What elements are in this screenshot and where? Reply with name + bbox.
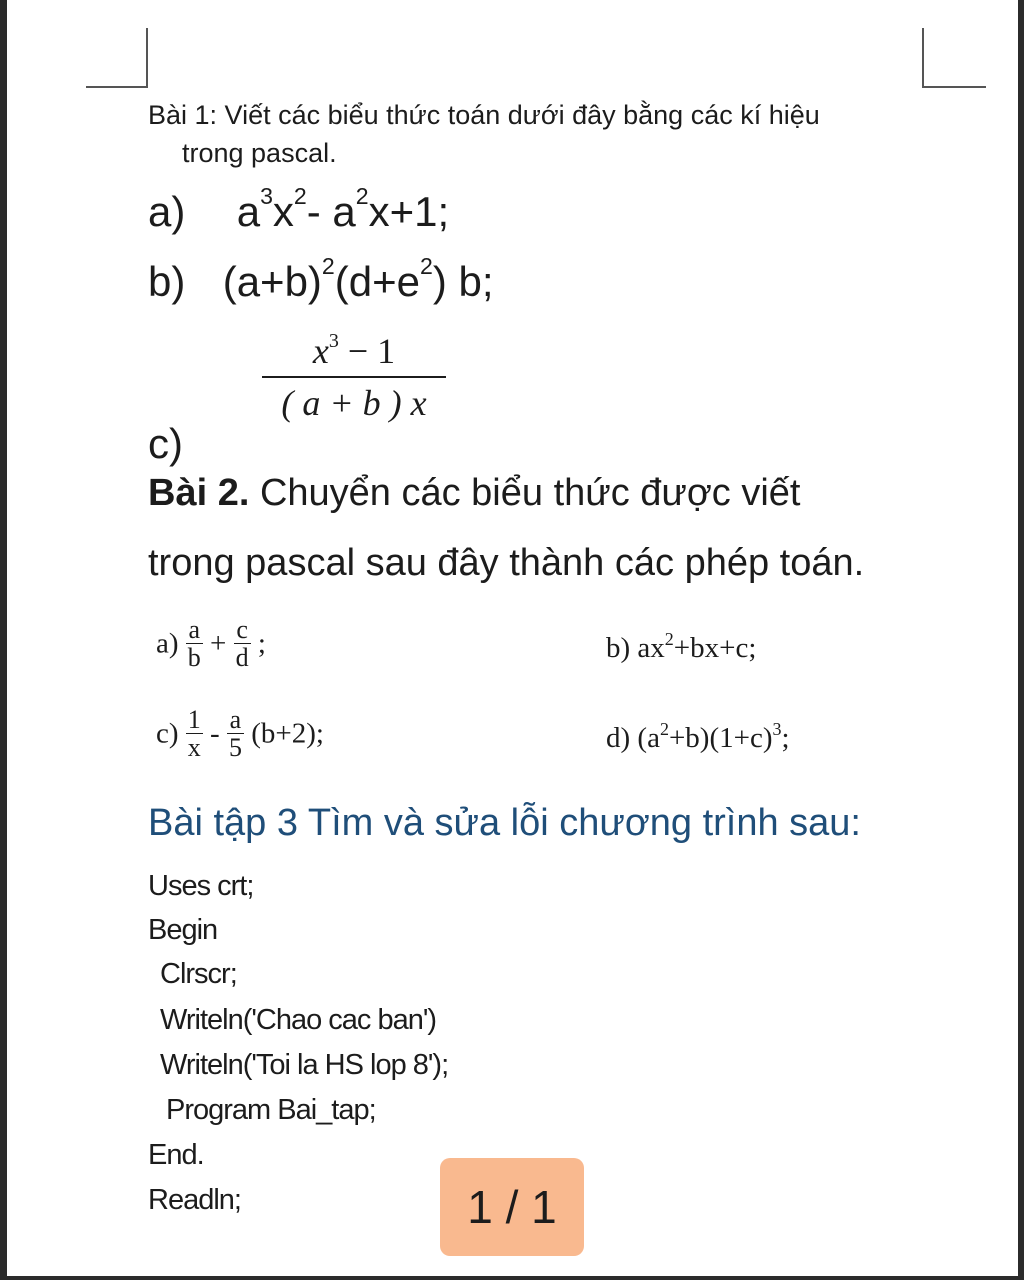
bai2-c-fraction-1: $\frac{1}{x}$	[187, 705, 201, 763]
bai3-title: Bài tập 3 Tìm và sửa lỗi chương trình sau:	[148, 802, 861, 844]
bai2-b-label: b)	[606, 632, 631, 664]
bai1-a-expression: $a^3x^2-$ $a^2x+1$;	[236, 183, 450, 235]
bai1-title-line1: Bài 1: Viết các biểu thức toán dưới đây bằng các kí hiệu	[148, 100, 820, 130]
bai1-b-expression: $(a+b)^2(d+e^2)$ b;	[222, 253, 494, 305]
right-border	[1018, 0, 1024, 1280]
bai2-a-fraction-1: $\frac{a}{b}$	[187, 615, 201, 673]
bai1-c-fraction	[262, 330, 446, 424]
bai2-item-c: c) $\frac{1}{x}$ - $\frac{a}{5}$ (b+2);	[156, 705, 324, 763]
bai2-c-fraction-2: $\frac{a}{5}$	[228, 705, 242, 763]
crop-mark-right-horizontal	[922, 86, 986, 88]
code-line: Readln;	[148, 1184, 241, 1216]
bai1-c-denominator: ( a + b ) x	[281, 383, 427, 423]
code-line: Program Bai_tap;	[166, 1094, 376, 1126]
bai1-c-label: c)	[148, 420, 183, 467]
crop-mark-right-vertical	[922, 28, 924, 88]
bai1-b-label: b)	[148, 258, 186, 305]
bai1-item-b	[148, 253, 494, 306]
bai2-d-expression: $(a^2+b)(1+c)^3$;	[637, 719, 790, 754]
bai1-c-numerator: $x^3 - 1$	[312, 330, 396, 371]
code-line: Writeln('Toi la HS lop 8');	[160, 1049, 449, 1081]
bai2-b-expression: $ax^2+bx+c$;	[637, 629, 757, 664]
crop-mark-left-horizontal	[86, 86, 148, 88]
bai2-title-line2: trong pascal sau đây thành các phép toán.	[148, 542, 865, 584]
bai1-title-line2: trong pascal.	[182, 138, 337, 168]
bai1-a-label: a)	[148, 188, 186, 235]
bai2-item-d	[606, 719, 790, 755]
bai2-title-line1: Bài 2. Chuyển các biểu thức được viết	[148, 472, 801, 514]
bai2-d-label: d)	[606, 722, 631, 754]
code-line: Writeln('Chao cac ban')	[160, 1004, 437, 1036]
bai2-c-label: c)	[156, 717, 179, 750]
page-indicator: 1 / 1	[440, 1158, 584, 1256]
bai2-a-label: a)	[156, 627, 179, 660]
bottom-border	[0, 1276, 1024, 1280]
code-line: Clrscr;	[160, 958, 237, 990]
code-line: End.	[148, 1139, 204, 1171]
bai2-item-a: a) $\frac{a}{b}$ + $\frac{c}{d}$ ;	[156, 615, 266, 673]
crop-mark-left-vertical	[146, 28, 148, 88]
left-border	[0, 0, 7, 1280]
bai2-item-b	[606, 629, 757, 665]
code-line: Begin	[148, 914, 218, 946]
code-line: Uses crt;	[148, 870, 254, 902]
bai1-item-a	[148, 183, 450, 236]
bai2-a-fraction-2: $\frac{c}{d}$	[235, 615, 249, 673]
